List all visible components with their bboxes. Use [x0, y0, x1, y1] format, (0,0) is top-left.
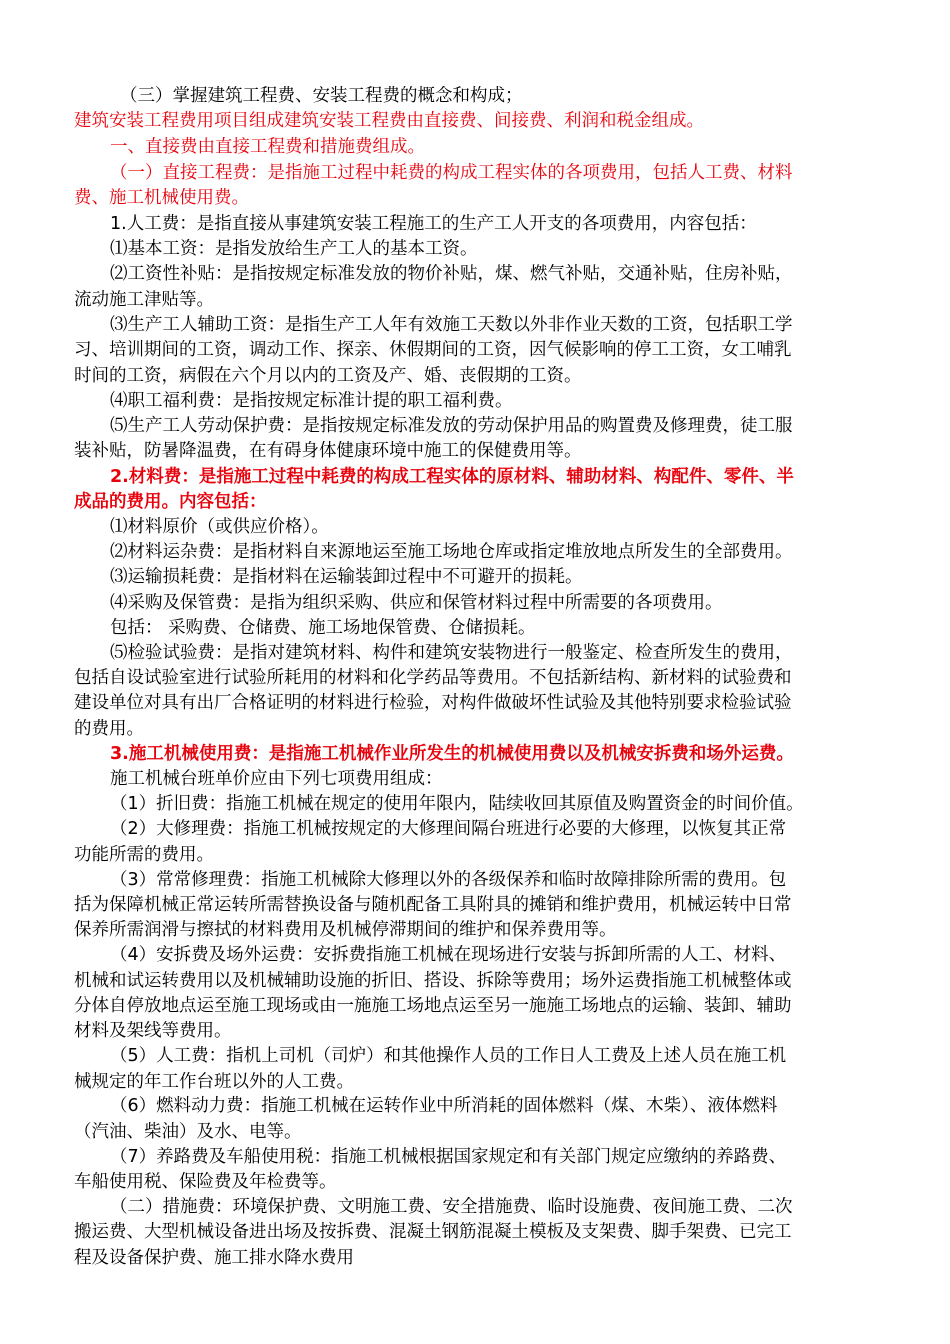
text-line: 包括自设试验室进行试验所耗用的材料和化学药品等费用。不包括新结构、新材料的试验费和: [74, 668, 792, 688]
text-line: ⑷职工福利费：是指按规定标准计提的职工福利费。: [110, 391, 513, 411]
text-line: 功能所需的费用。: [74, 845, 214, 865]
text-line: 建设单位对具有出厂合格证明的材料进行检验，对构件做破坏性试验及其他特别要求检验试验: [74, 693, 792, 713]
text-line: 习、培训期间的工资，调动工作、探亲、休假期间的工资，因气候影响的停工工资，女工哺乳: [74, 340, 792, 360]
text-line: （二）措施费：环境保护费、文明施工费、安全措施费、临时设施费、夜间施工费、二次: [110, 1197, 793, 1217]
text-line: 包括： 采购费、仓储费、施工场地保管费、仓储损耗。: [110, 618, 536, 638]
text-line: ⑵工资性补贴：是指按规定标准发放的物价补贴，煤、燃气补贴，交通补贴，住房补贴，: [110, 264, 793, 284]
text-line: 流动施工津贴等。: [74, 290, 214, 310]
text-line: 括为保障机械正常运转所需替换设备与随机配备工具附具的摊销和维护费用，机械运转中日常: [74, 895, 792, 915]
text-line: 装补贴，防暑降温费，在有碍身体健康环境中施工的保健费用等。: [74, 441, 582, 461]
text-line: 的费用。: [74, 719, 144, 739]
text-line: （7）养路费及车船使用税：指施工机械根据国家规定和有关部门规定应缴纳的养路费、: [110, 1147, 787, 1167]
text-line: （6）燃料动力费：指施工机械在运转作业中所消耗的固体燃料（煤、木柴）、液体燃料: [110, 1096, 778, 1116]
text-line: ⑸生产工人劳动保护费：是指按规定标准发放的劳动保护用品的购置费及修理费，徒工服: [110, 416, 793, 436]
text-line: 保养所需润滑与擦拭的材料费用及机械停滞期间的维护和保养费用等。: [74, 920, 617, 940]
text-line: 一、直接费由直接工程费和措施费组成。: [110, 137, 425, 157]
text-line: （4）安拆费及场外运费：安拆费指施工机械在现场进行安装与拆卸所需的人工、材料、: [110, 945, 787, 965]
text-line: ⑷采购及保管费：是指为组织采购、供应和保管材料过程中所需要的各项费用。: [110, 593, 723, 613]
text-line: 成品的费用。内容包括：: [74, 492, 267, 512]
text-line: 搬运费、大型机械设备进出场及按拆费、混凝土钢筋混凝土模板及支架费、脚手架费、已完工: [74, 1222, 792, 1242]
text-line: 材料及架线等费用。: [74, 1021, 232, 1041]
text-line: ⑶运输损耗费：是指材料在运输装卸过程中不可避开的损耗。: [110, 567, 583, 587]
text-line: 械规定的年工作台班以外的人工费。: [74, 1072, 354, 1092]
text-line: 3.施工机械使用费：是指施工机械作业所发生的机械使用费以及机械安拆费和场外运费。: [110, 744, 794, 764]
text-line: ⑸检验试验费：是指对建筑材料、构件和建筑安装物进行一般鉴定、检查所发生的费用，: [110, 643, 793, 663]
text-line: ⑵材料运杂费：是指材料自来源地运至施工场地仓库或指定堆放地点所发生的全部费用。: [110, 542, 793, 562]
text-line: （3）常常修理费：指施工机械除大修理以外的各级保养和临时故障排除所需的费用。包: [110, 870, 787, 890]
text-line: ⑶生产工人辅助工资：是指生产工人年有效施工天数以外非作业天数的工资，包括职工学: [110, 315, 793, 335]
text-line: 车船使用税、保险费及年检费等。: [74, 1172, 337, 1192]
text-line: 施工机械台班单价应由下列七项费用组成：: [110, 769, 443, 789]
text-line: 时间的工资，病假在六个月以内的工资及产、婚、丧假期的工资。: [74, 366, 582, 386]
text-line: 建筑安装工程费用项目组成建筑安装工程费由直接费、间接费、利润和税金组成。: [74, 111, 704, 131]
text-line: 程及设备保护费、施工排水降水费用: [74, 1248, 354, 1268]
text-line: ⑴基本工资：是指发放给生产工人的基本工资。: [110, 239, 478, 259]
text-line: （5）人工费：指机上司机（司炉）和其他操作人员的工作日人工费及上述人员在施工机: [110, 1046, 787, 1066]
text-line: （汽油、柴油）及水、电等。: [74, 1122, 302, 1142]
text-line: 2.材料费：是指施工过程中耗费的构成工程实体的原材料、辅助材料、构配件、零件、半: [110, 467, 794, 487]
text-line: （2）大修理费：指施工机械按规定的大修理间隔台班进行必要的大修理，以恢复其正常: [110, 819, 787, 839]
text-line: 1.人工费：是指直接从事建筑安装工程施工的生产工人开支的各项费用，内容包括：: [110, 214, 757, 234]
text-line: 机械和试运转费用以及机械辅助设施的折旧、搭设、拆除等费用；场外运费指施工机械整体或: [74, 971, 792, 991]
text-line: （一）直接工程费：是指施工过程中耗费的构成工程实体的各项费用，包括人工费、材料: [110, 163, 793, 183]
text-line: （三）掌握建筑工程费、安装工程费的概念和构成；: [120, 86, 523, 106]
text-line: 分体自停放地点运至施工现场或由一施施工场地点运至另一施施工场地点的运输、装卸、辅助: [74, 996, 792, 1016]
text-line: （1）折旧费：指施工机械在规定的使用年限内，陆续收回其原值及购置资金的时间价值。: [110, 794, 804, 814]
text-line: 费、施工机械使用费。: [74, 188, 249, 208]
text-line: ⑴材料原价（或供应价格）。: [110, 517, 329, 537]
